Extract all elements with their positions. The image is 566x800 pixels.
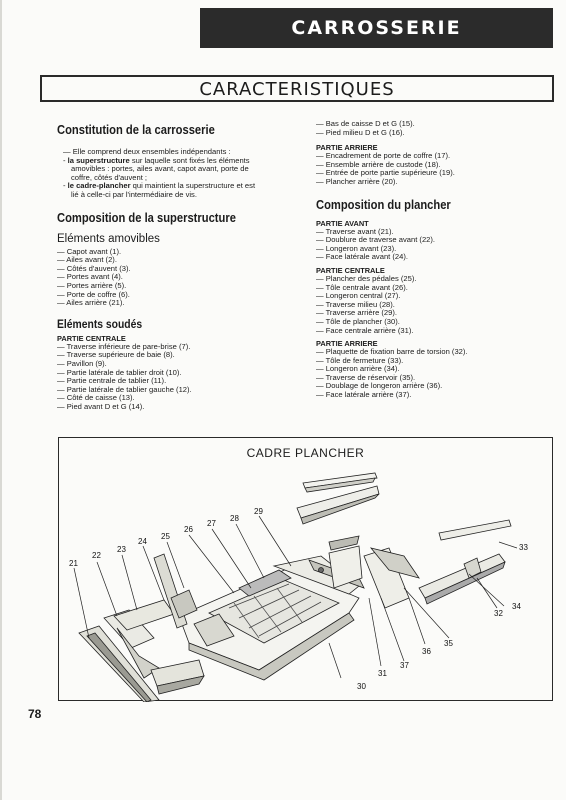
rear-member-right [419,520,511,604]
callout-22: 22 [92,551,101,560]
callout-30: 30 [357,682,366,691]
list-item: — Traverse avant (21). [316,226,394,236]
list-item: — Pavillon (9). [57,358,107,368]
list-item: — Traverse milieu (28). [316,299,395,309]
list-item: — Partie centrale de tablier (11). [57,376,167,386]
list-item: — Pied milieu D et G (16). [316,127,405,137]
list-item: — Côté de caisse (13). [57,393,135,403]
partie-avant-label: PARTIE AVANT [316,218,369,228]
list-item: — Partie latérale de tablier droit (10). [57,367,182,377]
list-item: — Encadrement de porte de coffre (17). [316,151,451,161]
partie-arriere-label: PARTIE ARRIERE [316,339,378,349]
list-item: — Tôle centrale avant (26). [316,282,408,292]
list-item: — Ailes avant (2). [57,255,117,265]
list-item: — Ailes arrière (21). [57,298,125,308]
item-text: lié à celle-ci par l'intermédiaire de vis. [71,189,197,199]
callout-23: 23 [117,545,126,554]
constitution-heading: Constitution de la carrosserie [57,122,215,137]
list-item: — Plancher des pédales (25). [316,273,417,283]
callout-26: 26 [184,525,193,534]
partie-centrale-label: PARTIE CENTRALE [57,333,126,343]
callout-21: 21 [69,559,78,568]
callout-28: 28 [230,514,239,523]
callout-29: 29 [254,507,263,516]
list-item: — Ensemble arrière de custode (18). [316,159,441,169]
item-label: le cadre-plancher [67,181,131,191]
item-label: la superstructure [67,155,130,165]
callout-25: 25 [161,532,170,541]
callout-34: 34 [512,602,521,611]
section-title: CARACTERISTIQUES [199,79,395,100]
list-item: — Tôle de fermeture (33). [316,355,404,365]
list-item: — Portes arrière (5). [57,280,127,290]
list-item: — Longeron arrière (34). [316,364,400,374]
callout-35: 35 [444,639,453,648]
superstructure-heading: Composition de la superstructure [57,209,236,225]
diagram-frame [58,437,553,701]
list-item: — Doublure de traverse avant (22). [316,235,436,245]
callout-33: 33 [519,543,528,552]
item-text: coffre, côtés d'auvent ; [71,172,148,182]
amovibles-heading: Eléments amovibles [57,232,160,245]
list-item: — Traverse arrière (29). [316,308,398,318]
header-bar [200,8,553,48]
item-text: amovibles : portes, ailes avant, capot avant, porte de [71,164,249,174]
list-item: — Plaquette de fixation barre de torsion (32). [316,347,468,357]
partie-centrale-label: PARTIE CENTRALE [316,265,385,275]
list-item: — Longeron avant (23). [316,243,397,253]
list-item: — Bas de caisse D et G (15). [316,119,415,128]
right-column [316,120,554,400]
list-item: — Doublage de longeron arrière (36). [316,381,443,391]
list-item: — Portes avant (4). [57,272,123,282]
list-item: — Face latérale arrière (37). [316,390,412,400]
list-item: — Face latérale avant (24). [316,252,409,262]
constitution-intro: — Elle comprend deux ensembles indépendants : [63,147,231,156]
left-column [57,122,295,411]
list-item: — Longeron central (27). [316,291,401,301]
list-item: — Capot avant (1). [57,246,122,256]
rear-rail-parts [297,473,379,524]
callout-31: 31 [378,669,387,678]
list-item: — Face centrale arrière (31). [316,325,414,335]
page-number: 78 [28,707,42,721]
list-item: — Porte de coffre (6). [57,289,130,299]
constitution-item-cadre: - le cadre-plancher qui maintient la superstructure et est lié à celle-ci par l'intermédiaire de vis. [57,182,295,199]
item-text: qui maintient la superstructure et est [132,181,256,191]
list-item: — Plancher arrière (20). [316,176,398,186]
exploded-floor-pan-drawing [59,438,554,702]
callout-27: 27 [207,519,216,528]
plancher-heading: Composition du plancher [316,196,451,212]
callout-24: 24 [138,537,147,546]
list-item: — Tôle de plancher (30). [316,316,400,326]
list-item: — Entrée de porte partie supérieure (19). [316,168,455,178]
page-edge-shadow [0,0,2,800]
diagram-title: CADRE PLANCHER [246,446,365,460]
soudes-heading: Eléments soudés [57,318,143,331]
partie-arriere-label: PARTIE ARRIERE [316,143,378,153]
constitution-item-superstructure: - la superstructure sur laquelle sont fixés les éléments amovibles : portes, ailes avant, capot avant, porte de coffre, côtés d'auvent ; [57,157,295,183]
list-item: — Traverse inférieure de pare-brise (7). [57,341,191,351]
list-item: — Traverse supérieure de baie (8). [57,350,175,360]
list-item: — Partie latérale de tablier gauche (12). [57,384,192,394]
chapter-title: CARROSSERIE [291,17,462,39]
section-title-box [40,75,554,102]
list-item: — Traverse de réservoir (35). [316,372,416,382]
item-text: sur laquelle sont fixés les éléments [131,155,250,165]
callout-37: 37 [400,661,409,670]
callout-32: 32 [494,609,503,618]
callout-36: 36 [422,647,431,656]
list-item: — Pied avant D et G (14). [57,401,145,411]
list-item: — Côtés d'auvent (3). [57,263,131,273]
